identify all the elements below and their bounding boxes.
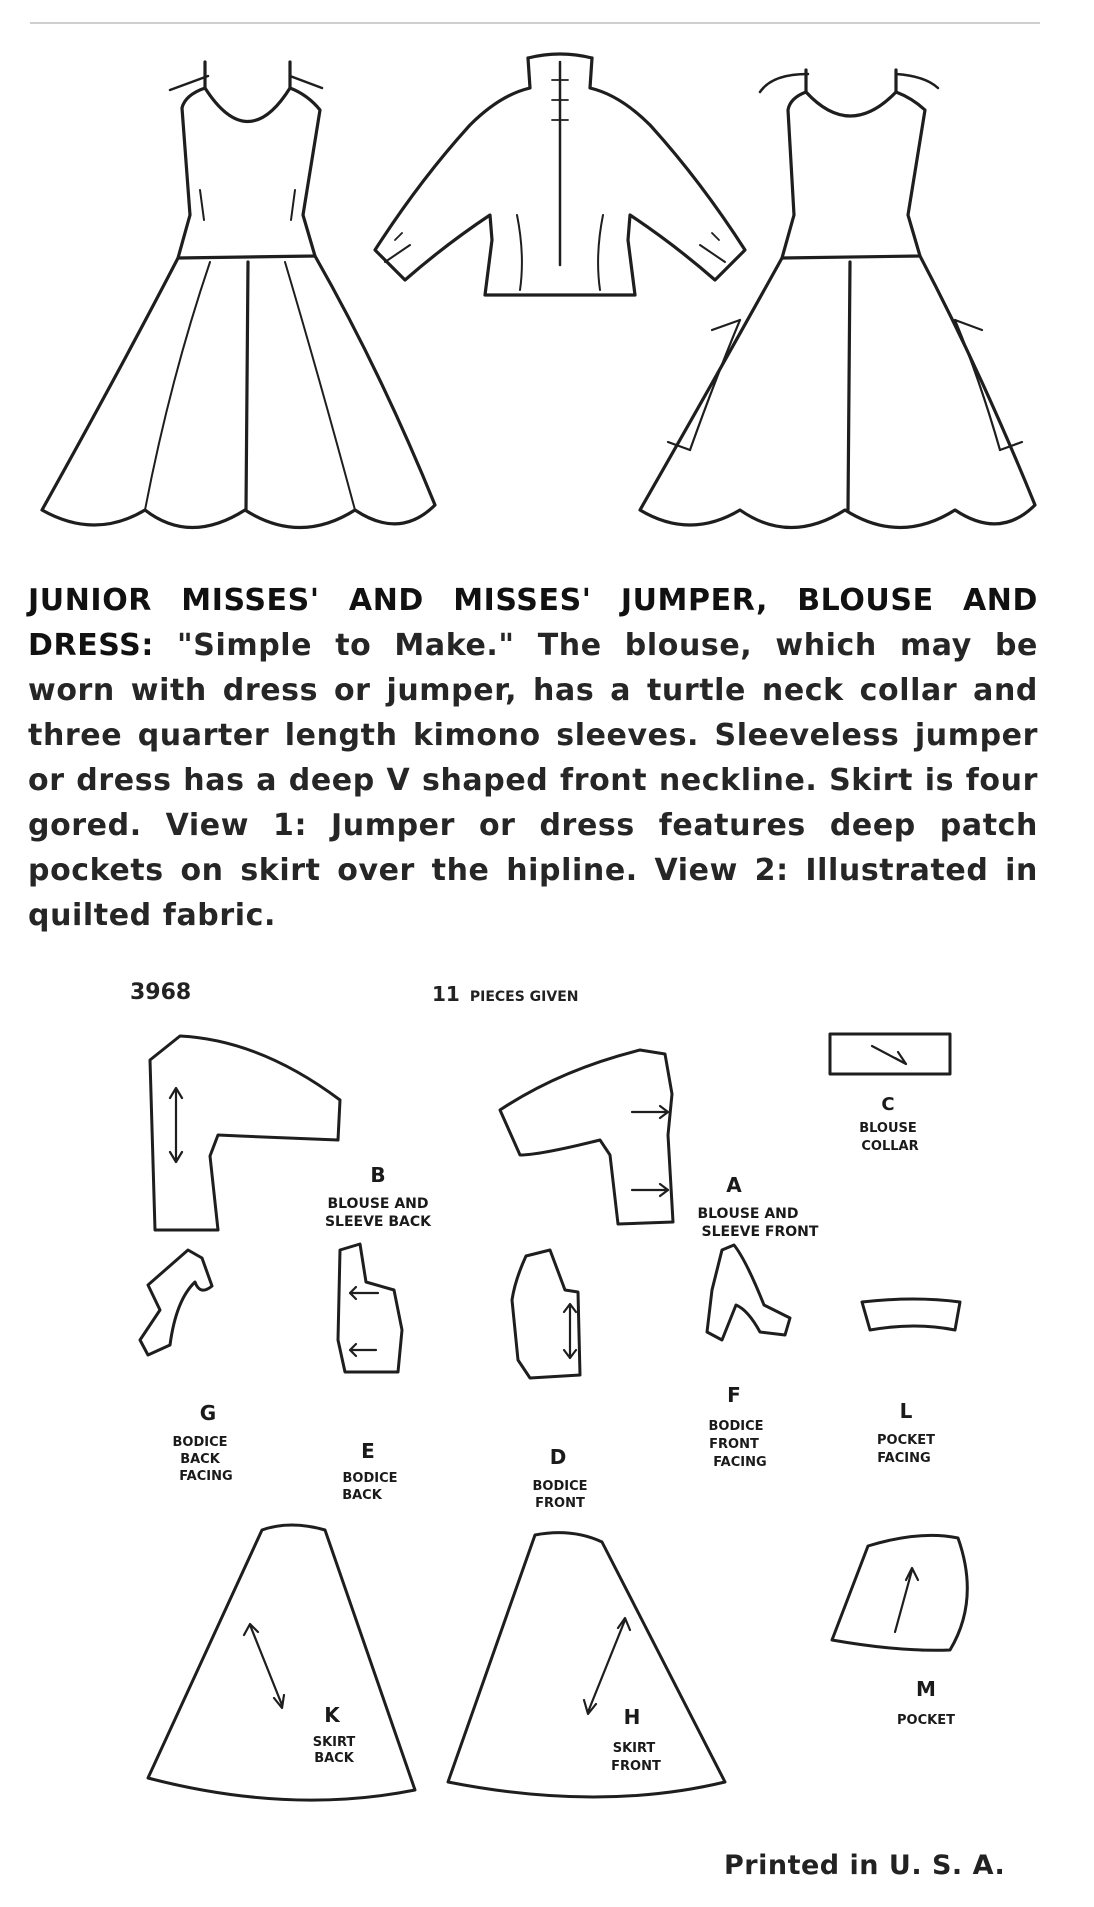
piece-k-letter: K bbox=[324, 1703, 340, 1727]
piece-e-line2: BACK bbox=[342, 1488, 382, 1503]
piece-f-line1: BODICE bbox=[708, 1419, 764, 1434]
printed-in-usa: Printed in U. S. A. bbox=[724, 1850, 1006, 1881]
pattern-description bbox=[28, 578, 1038, 938]
piece-m-line1: POCKET bbox=[897, 1713, 955, 1728]
piece-f-shape bbox=[707, 1245, 790, 1340]
piece-l-letter: L bbox=[899, 1399, 913, 1423]
piece-c-letter: C bbox=[881, 1094, 895, 1115]
piece-c-line2: COLLAR bbox=[861, 1139, 919, 1154]
piece-h-line1: SKIRT bbox=[612, 1741, 656, 1756]
dress-pocket-view-icon bbox=[640, 70, 1035, 528]
description-heading: JUNIOR MISSES' AND MISSES' JUMPER, BLOUSE AND DRESS: bbox=[28, 583, 1038, 663]
pattern-pieces-diagram bbox=[0, 960, 1094, 1840]
piece-b-shape bbox=[150, 1036, 340, 1230]
piece-labels bbox=[172, 1094, 955, 1774]
piece-b-letter: B bbox=[370, 1163, 386, 1187]
piece-f-line3: FACING bbox=[713, 1455, 767, 1470]
piece-e-letter: E bbox=[361, 1439, 375, 1463]
piece-d-letter: D bbox=[549, 1445, 567, 1469]
piece-f-line2: FRONT bbox=[709, 1437, 759, 1452]
piece-m-shape bbox=[832, 1535, 967, 1650]
piece-k-line1: SKIRT bbox=[312, 1735, 356, 1750]
piece-h-shape bbox=[448, 1533, 725, 1797]
piece-e-line1: BODICE bbox=[342, 1471, 398, 1486]
pieces-given-label: PIECES GIVEN bbox=[469, 989, 579, 1005]
piece-c-line1: BLOUSE bbox=[859, 1121, 917, 1136]
piece-h-line2: FRONT bbox=[611, 1759, 661, 1774]
piece-g-line3: FACING bbox=[179, 1469, 233, 1484]
top-rule bbox=[30, 22, 1040, 24]
piece-l-line1: POCKET bbox=[877, 1433, 935, 1448]
piece-g-shape bbox=[140, 1250, 212, 1355]
piece-k-shape bbox=[148, 1525, 415, 1800]
piece-a-line1: BLOUSE AND bbox=[697, 1206, 799, 1222]
description-body: "Simple to Make." The blouse, which may be worn with dress or jumper, has a turtle neck collar and three quarter length kimono sleeves. Sleeveless jumper or dress has a deep V shaped front neckline. Skirt is four gored. View 1: Jumper or dress features deep patch pockets on skirt over the hipline. View 2: Illustrated in quilted fabric. bbox=[28, 628, 1038, 933]
piece-c-shape bbox=[830, 1034, 950, 1074]
piece-f-letter: F bbox=[727, 1383, 741, 1407]
piece-g-line2: BACK bbox=[180, 1452, 220, 1467]
pattern-number: 3968 bbox=[130, 980, 192, 1005]
piece-k-line2: BACK bbox=[314, 1751, 354, 1766]
piece-l-line2: FACING bbox=[877, 1451, 931, 1466]
blouse-back-view-icon bbox=[375, 54, 745, 295]
dress-front-view-icon bbox=[42, 62, 435, 528]
piece-d-line1: BODICE bbox=[532, 1479, 588, 1494]
piece-d-line2: FRONT bbox=[535, 1496, 585, 1511]
piece-g-line1: BODICE bbox=[172, 1435, 228, 1450]
piece-l-shape bbox=[862, 1299, 960, 1330]
piece-g-letter: G bbox=[199, 1401, 217, 1425]
garment-illustrations bbox=[0, 40, 1094, 550]
pieces-count: 11 bbox=[432, 982, 460, 1006]
piece-a-shape bbox=[500, 1050, 673, 1224]
piece-a-letter: A bbox=[726, 1173, 742, 1197]
piece-a-line2: SLEEVE FRONT bbox=[701, 1224, 819, 1240]
piece-b-line2: SLEEVE BACK bbox=[324, 1214, 432, 1230]
piece-h-letter: H bbox=[623, 1705, 641, 1729]
piece-d-shape bbox=[512, 1250, 580, 1378]
piece-e-shape bbox=[338, 1244, 402, 1372]
piece-m-letter: M bbox=[916, 1677, 936, 1701]
piece-b-line1: BLOUSE AND bbox=[327, 1196, 429, 1212]
